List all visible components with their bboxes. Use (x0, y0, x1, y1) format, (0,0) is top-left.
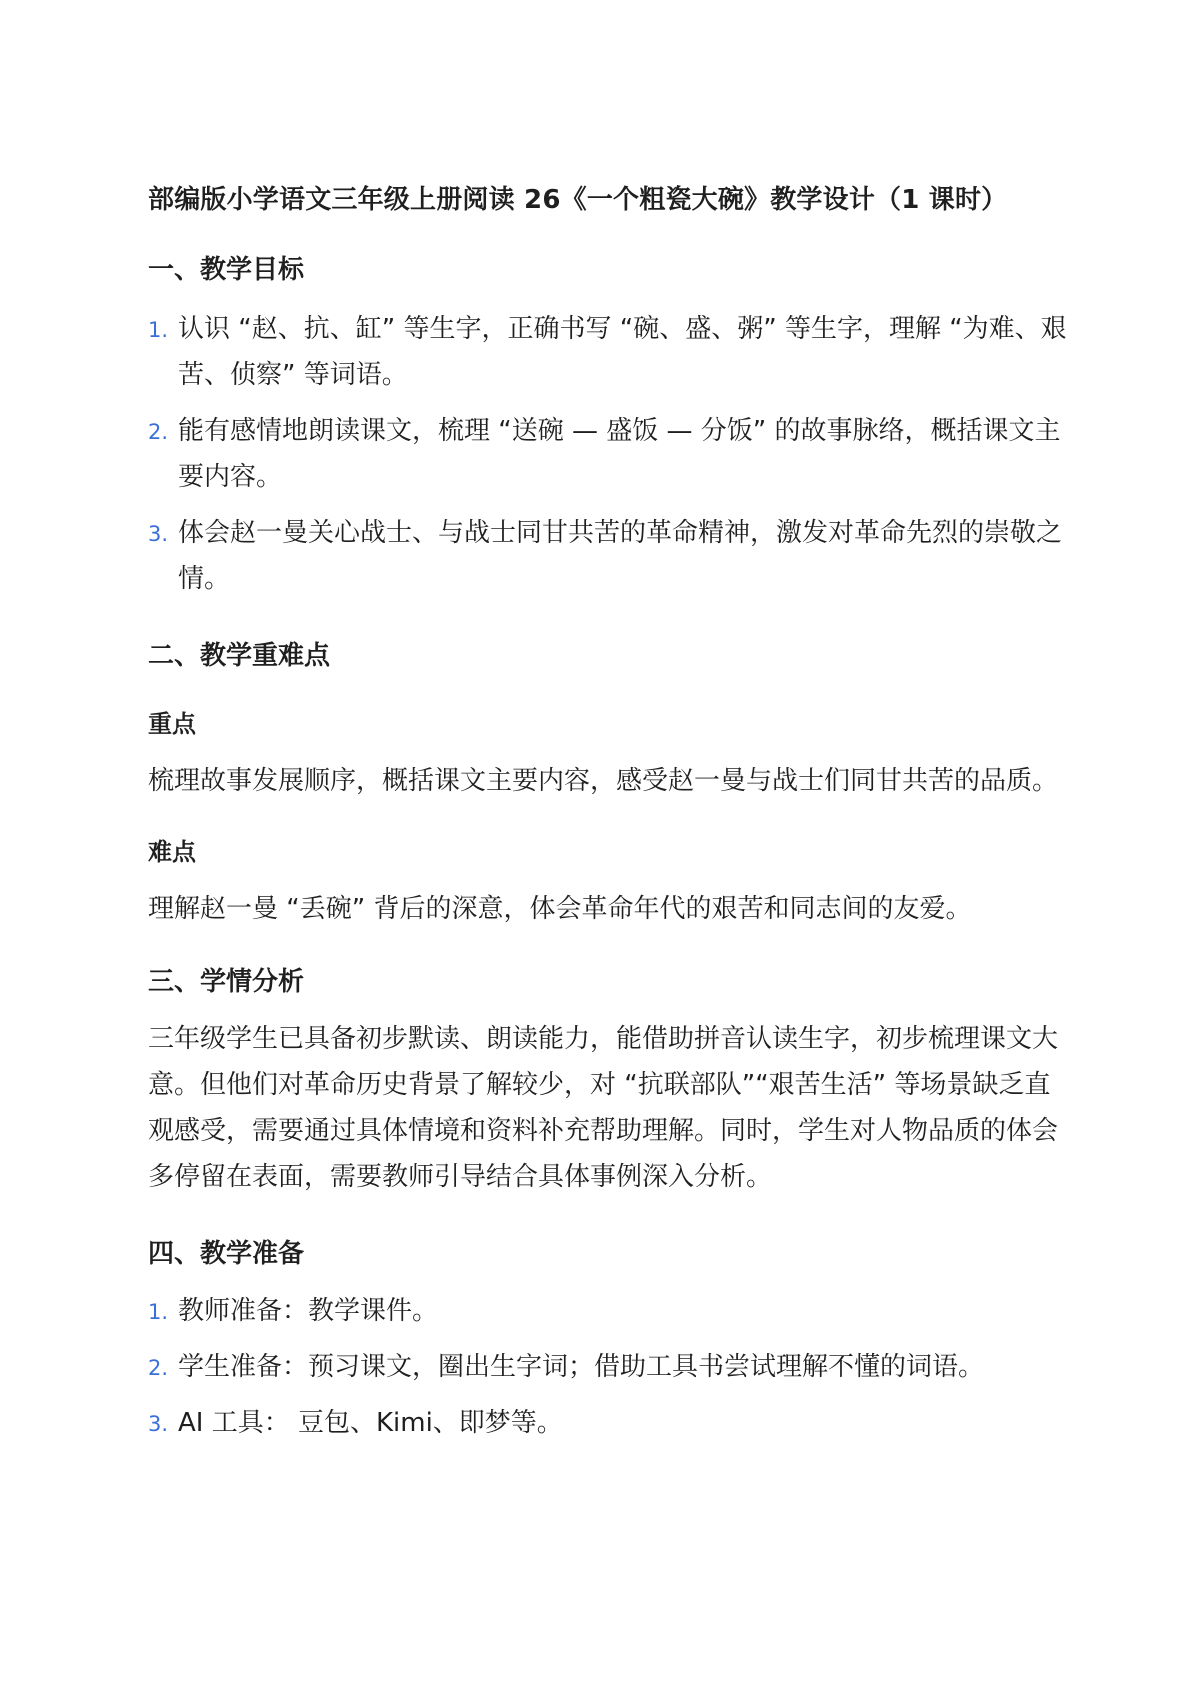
section-heading-key-points: 二、教学重难点 (148, 641, 331, 671)
subheading-key: 重点 (148, 710, 196, 738)
list-item (148, 306, 1068, 398)
document-page (148, 170, 1068, 1446)
list-item-text: 体会赵一曼关心战士、与战士同甘共苦的革命精神，激发对革命先烈的崇敬之情。 (178, 518, 1063, 594)
preparation-list (148, 1288, 1068, 1446)
list-number: 2. (148, 1356, 169, 1380)
list-item-text: 能有感情地朗读课文，梳理 “送碗 — 盛饭 — 分饭” 的故事脉络，概括课文主要内容。 (178, 416, 1061, 492)
analysis-paragraph: 三年级学生已具备初步默读、朗读能力，能借助拼音认读生字，初步梳理课文大意。但他们对革命历史背景了解较少，对 “抗联部队”“艰苦生活” 等场景缺乏直观感受，需要通过具体情境和资料补充帮助理解。同时，学生对人物品质的体会多停留在表面，需要教师引导结合具体事例深入分析。 (148, 1024, 1059, 1192)
list-number: 3. (148, 1412, 169, 1436)
subheading-difficulty: 难点 (148, 838, 196, 866)
document-title: 部编版小学语文三年级上册阅读 26《一个粗瓷大碗》教学设计（1 课时） (148, 185, 1008, 215)
list-item-text: 认识 “赵、抗、缸” 等生字，正确书写 “碗、盛、粥” 等生字，理解 “为难、艰苦、侦察” 等词语。 (178, 314, 1067, 390)
section-heading-preparation: 四、教学准备 (148, 1239, 305, 1269)
list-number: 1. (148, 1300, 169, 1324)
list-item-text: 教师准备：教学课件。 (178, 1296, 439, 1326)
list-item (148, 1400, 1068, 1446)
list-number: 3. (148, 522, 169, 546)
list-item (148, 510, 1068, 602)
key-paragraph: 梳理故事发展顺序，概括课文主要内容，感受赵一曼与战士们同甘共苦的品质。 (148, 766, 1059, 796)
section-heading-analysis: 三、学情分析 (148, 967, 305, 997)
list-number: 1. (148, 318, 169, 342)
list-item (148, 1344, 1068, 1390)
objectives-list (148, 306, 1068, 602)
list-item-text: AI 工具： 豆包、Kimi、即梦等。 (178, 1408, 563, 1438)
difficulty-paragraph: 理解赵一曼 “丢碗” 背后的深意，体会革命年代的艰苦和同志间的友爱。 (148, 894, 972, 924)
section-heading-objectives: 一、教学目标 (148, 255, 305, 285)
list-item (148, 1288, 1068, 1334)
list-item-text: 学生准备：预习课文，圈出生字词；借助工具书尝试理解不懂的词语。 (178, 1352, 985, 1382)
list-number: 2. (148, 420, 169, 444)
list-item (148, 408, 1068, 500)
